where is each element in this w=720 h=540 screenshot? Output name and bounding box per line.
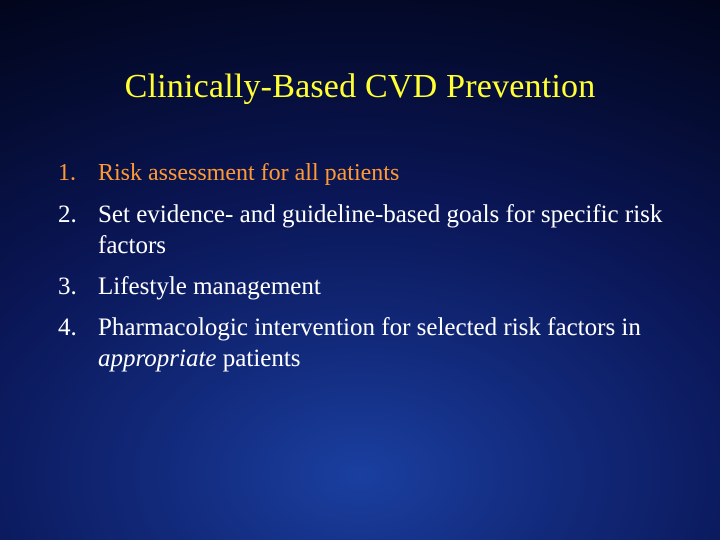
bullet-list	[58, 158, 678, 384]
list-item-number: 4.	[58, 314, 77, 341]
list-item-number: 3.	[58, 273, 77, 300]
list-item-label: Lifestyle management	[98, 273, 321, 300]
list-item-number: 2.	[58, 201, 77, 228]
list-item	[58, 271, 678, 302]
list-item-label	[98, 312, 678, 374]
list-item-label: Set evidence- and guideline-based goals for specific risk factors	[98, 201, 663, 259]
list-item	[58, 158, 678, 189]
list-item-text-emphasis: appropriate	[98, 345, 217, 372]
list-item-number: 1.	[58, 160, 76, 186]
list-item-text-pre: Pharmacologic intervention for selected risk factors in	[98, 314, 641, 341]
list-item	[58, 199, 678, 261]
page-title: Clinically-Based CVD Prevention	[124, 68, 596, 105]
list-item-text-post: patients	[216, 345, 301, 372]
list-item	[58, 312, 678, 374]
list-item-label: Risk assessment for all patients	[98, 160, 400, 186]
